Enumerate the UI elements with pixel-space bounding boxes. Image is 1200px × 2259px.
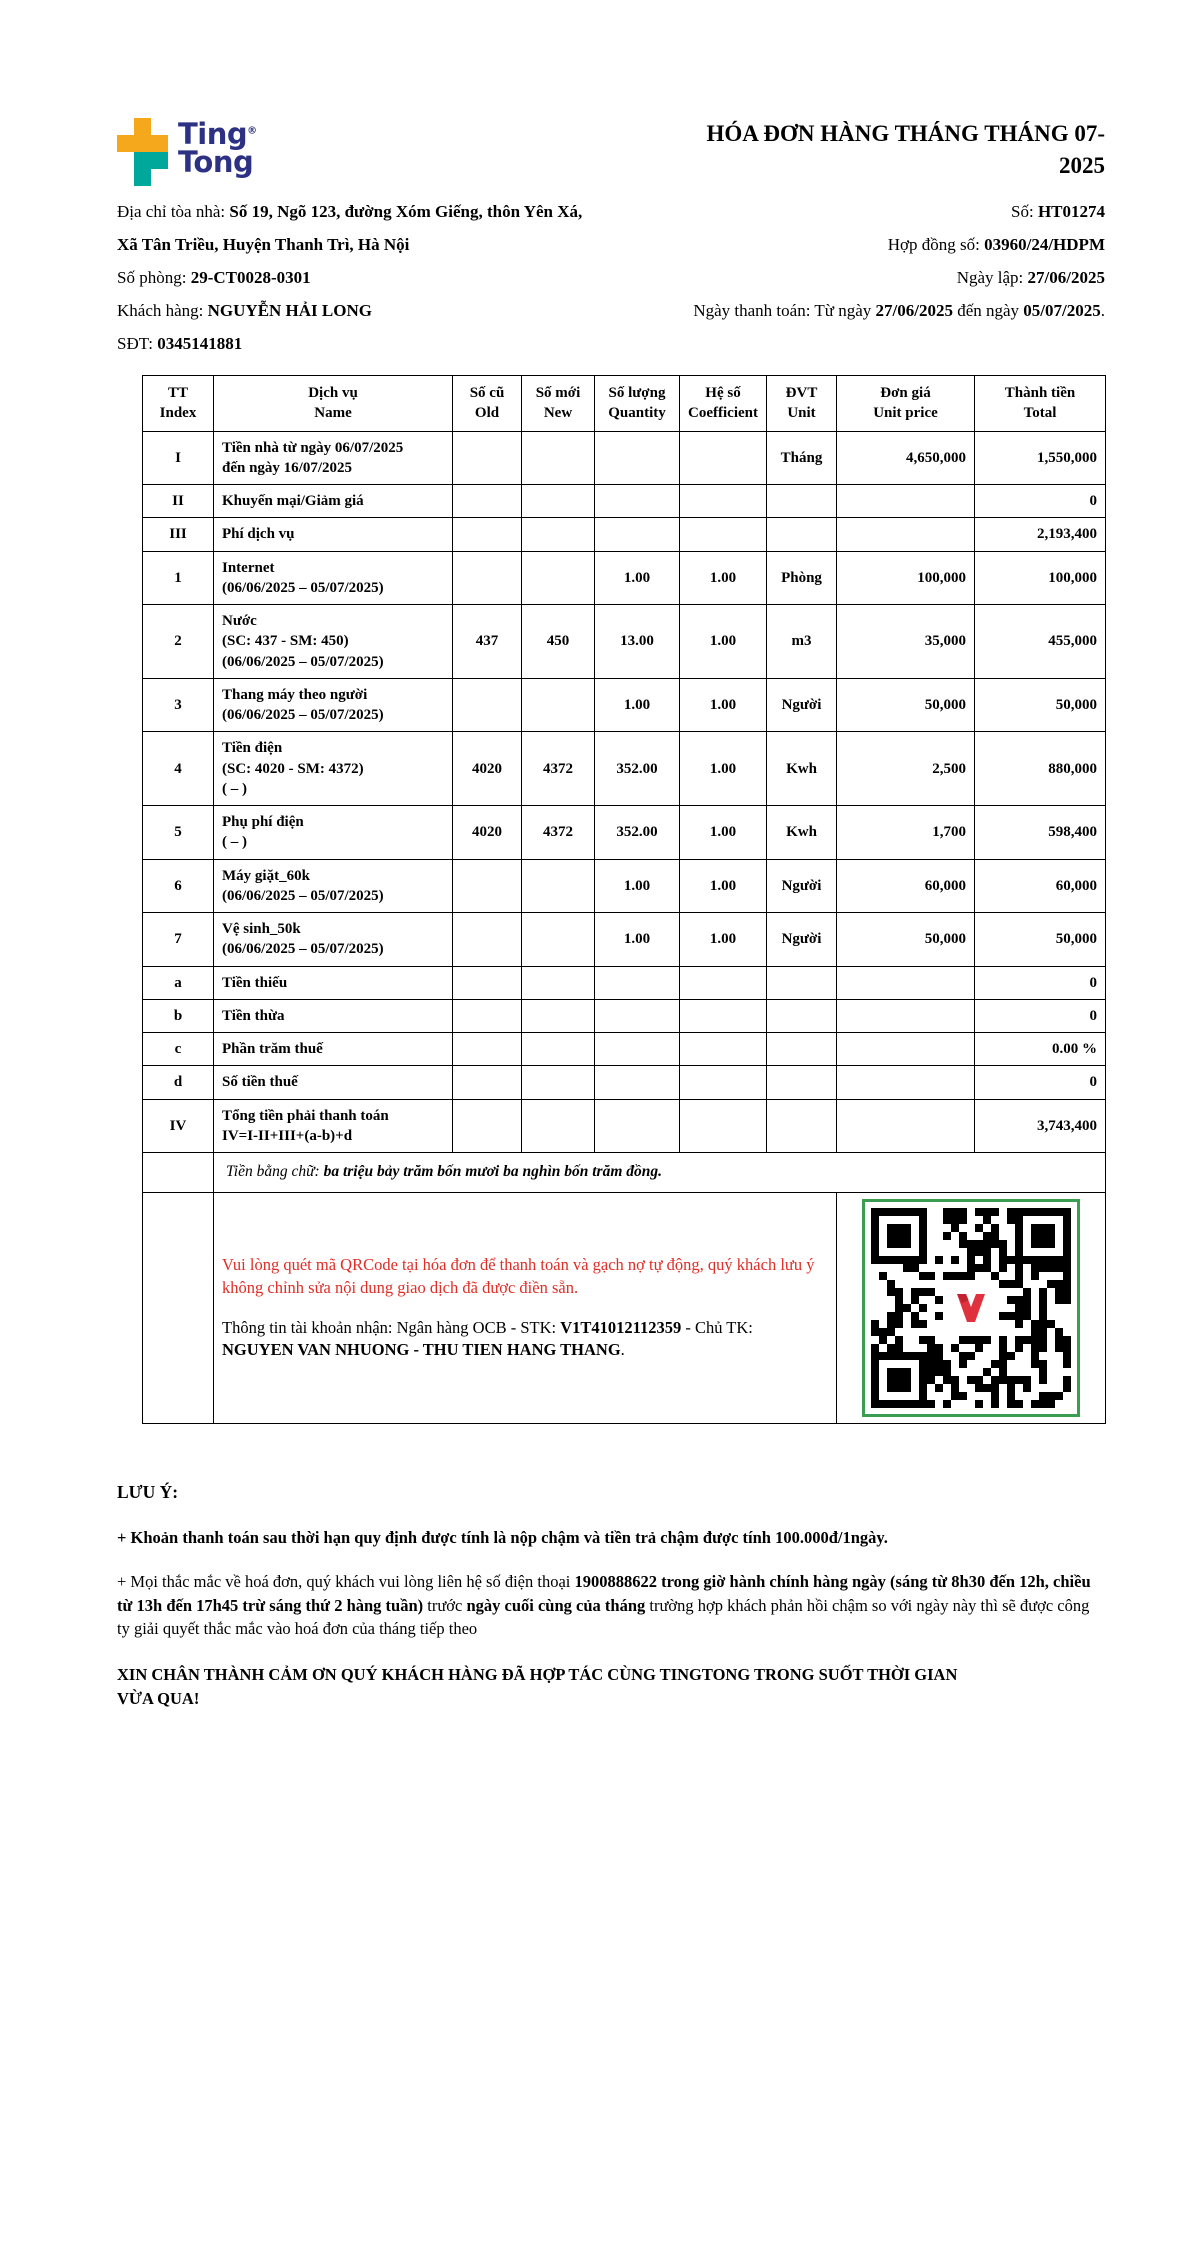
table-row (143, 999, 1106, 1032)
column-header: Số lượng Quantity (595, 376, 680, 432)
cell-unit-price: 50,000 (837, 678, 975, 732)
cell-unit-price (837, 1066, 975, 1099)
cell-total: 0.00 % (975, 1033, 1106, 1066)
table-row (143, 518, 1106, 551)
table-row (143, 1033, 1106, 1066)
qr-warning-note: Vui lòng quét mã QRCode tại hóa đơn để thanh toán và gạch nợ tự động, quý khách lưu ý không chỉnh sửa nội dung giao dịch đã được điền sẵn. (222, 1255, 815, 1297)
table-row (143, 966, 1106, 999)
cell-total: 50,000 (975, 913, 1106, 967)
cell-total: 455,000 (975, 605, 1106, 679)
cell-new-reading (522, 1099, 595, 1153)
cell-unit: Phòng (767, 551, 837, 605)
table-row (143, 732, 1106, 806)
building-address-line2: Xã Tân Triều, Huyện Thanh Trì, Hà Nội (117, 235, 410, 254)
column-header: Số cũ Old (453, 376, 522, 432)
cell-index: 3 (143, 678, 214, 732)
column-header: Số mới New (522, 376, 595, 432)
invoice-header (117, 118, 1105, 186)
cell-coefficient (680, 431, 767, 485)
payment-instructions (214, 1192, 837, 1423)
cell-old-reading (453, 966, 522, 999)
footer-notes (117, 1480, 1105, 1710)
cell-service-name: Phần trăm thuế (214, 1033, 453, 1066)
cell-quantity: 1.00 (595, 678, 680, 732)
column-header: TT Index (143, 376, 214, 432)
cell-unit: Kwh (767, 806, 837, 860)
cell-unit-price: 4,650,000 (837, 431, 975, 485)
cell-unit-price: 50,000 (837, 913, 975, 967)
tingtong-logo (117, 118, 257, 186)
cell-old-reading (453, 678, 522, 732)
cell-quantity (595, 1066, 680, 1099)
cell-old-reading (453, 551, 522, 605)
cell-total: 0 (975, 485, 1106, 518)
cell-coefficient (680, 1099, 767, 1153)
cell-total: 100,000 (975, 551, 1106, 605)
cell-total: 60,000 (975, 859, 1106, 913)
cell-index: d (143, 1066, 214, 1099)
cell-quantity (595, 1099, 680, 1153)
cell-old-reading (453, 999, 522, 1032)
hotline-note: + Mọi thắc mắc về hoá đơn, quý khách vui lòng liên hệ số điện thoại 1900888622 trong giờ hành chính hàng ngày (sáng từ 8h30 đến 12h, chiều từ 13h đến 17h45 trừ sáng thứ 2 hàng tuần) trước ngày cuối cùng của tháng trường hợp khách phản hồi chậm so với ngày này thì sẽ được công ty giải quyết thắc mắc vào hoá đơn của tháng tiếp theo (117, 1572, 1091, 1639)
cell-quantity: 1.00 (595, 551, 680, 605)
cell-service-name: Máy giặt_60k (06/06/2025 – 05/07/2025) (214, 859, 453, 913)
cell-new-reading: 450 (522, 605, 595, 679)
room-number: Số phòng: 29-CT0028-0301 (117, 268, 311, 287)
qr-code (862, 1199, 1080, 1417)
cell-unit (767, 518, 837, 551)
cell-quantity (595, 485, 680, 518)
cell-unit-price: 60,000 (837, 859, 975, 913)
cell-unit-price: 2,500 (837, 732, 975, 806)
cell-index: 4 (143, 732, 214, 806)
notes-heading: LƯU Ý: (117, 1481, 179, 1502)
customer-name: Khách hàng: NGUYỄN HẢI LONG (117, 301, 372, 320)
thank-you-note: XIN CHÂN THÀNH CẢM ƠN QUÝ KHÁCH HÀNG ĐÃ HỢP TÁC CÙNG TINGTONG TRONG SUỐT THỜI GIAN VỪA QUA! (117, 1665, 958, 1708)
cell-index: III (143, 518, 214, 551)
cell-unit-price: 35,000 (837, 605, 975, 679)
cell-total: 1,550,000 (975, 431, 1106, 485)
table-row (143, 551, 1106, 605)
customer-phone: SĐT: 0345141881 (117, 334, 243, 353)
cell-new-reading (522, 1066, 595, 1099)
cell-total: 0 (975, 999, 1106, 1032)
table-row (143, 1066, 1106, 1099)
cell-old-reading: 4020 (453, 806, 522, 860)
cell-unit-price (837, 1099, 975, 1153)
table-row (143, 806, 1106, 860)
cell-total: 0 (975, 966, 1106, 999)
cell-new-reading (522, 999, 595, 1032)
cell-coefficient: 1.00 (680, 806, 767, 860)
cell-old-reading (453, 1066, 522, 1099)
cell-quantity: 352.00 (595, 806, 680, 860)
issue-date: Ngày lập: 27/06/2025 (956, 268, 1105, 287)
cell-coefficient: 1.00 (680, 551, 767, 605)
cell-old-reading (453, 518, 522, 551)
cell-quantity: 1.00 (595, 859, 680, 913)
payment-period: Ngày thanh toán: Từ ngày 27/06/2025 đến ngày 05/07/2025. (693, 301, 1105, 320)
cell-old-reading: 4020 (453, 732, 522, 806)
cell-index: 7 (143, 913, 214, 967)
cell-total: 880,000 (975, 732, 1106, 806)
cell-unit (767, 1066, 837, 1099)
cell-total: 2,193,400 (975, 518, 1106, 551)
cell-unit: Người (767, 678, 837, 732)
table-row (143, 485, 1106, 518)
cell-service-name: Internet (06/06/2025 – 05/07/2025) (214, 551, 453, 605)
cell-new-reading (522, 551, 595, 605)
cell-quantity: 13.00 (595, 605, 680, 679)
amount-in-words-row (143, 1153, 1106, 1193)
table-header-row (143, 376, 1106, 432)
cell-service-name: Vệ sinh_50k (06/06/2025 – 05/07/2025) (214, 913, 453, 967)
cell-old-reading: 437 (453, 605, 522, 679)
cell-unit-price (837, 485, 975, 518)
cell-service-name: Khuyến mại/Giảm giá (214, 485, 453, 518)
qr-row (143, 1192, 1106, 1423)
column-header: ĐVT Unit (767, 376, 837, 432)
cell-new-reading: 4372 (522, 732, 595, 806)
cell-new-reading (522, 859, 595, 913)
invoice-info (117, 202, 1105, 367)
cell-coefficient (680, 1033, 767, 1066)
cell-old-reading (453, 913, 522, 967)
cell-service-name: Thang máy theo người (06/06/2025 – 05/07/2025) (214, 678, 453, 732)
invoice-number: Số: HT01274 (1011, 202, 1105, 221)
cell-unit (767, 1099, 837, 1153)
cell-unit (767, 1033, 837, 1066)
cell-coefficient: 1.00 (680, 859, 767, 913)
cell-service-name: Phí dịch vụ (214, 518, 453, 551)
tingtong-logo-icon (117, 118, 168, 186)
column-header: Thành tiền Total (975, 376, 1106, 432)
info-row-room (117, 268, 1105, 301)
cell-service-name: Tiền thiếu (214, 966, 453, 999)
cell-coefficient: 1.00 (680, 732, 767, 806)
cell-old-reading (453, 485, 522, 518)
cell-service-name: Số tiền thuế (214, 1066, 453, 1099)
table-row (143, 859, 1106, 913)
cell-unit-price (837, 999, 975, 1032)
late-payment-note: + Khoản thanh toán sau thời hạn quy định được tính là nộp chậm và tiền trả chậm được tính 100.000đ/1ngày. (117, 1527, 888, 1547)
table-row (143, 1099, 1106, 1153)
cell-index: 6 (143, 859, 214, 913)
cell-total: 50,000 (975, 678, 1106, 732)
cell-old-reading (453, 859, 522, 913)
info-row-phone (117, 334, 1105, 367)
info-row-address2 (117, 235, 1105, 268)
column-header: Hệ số Coefficient (680, 376, 767, 432)
cell-index: b (143, 999, 214, 1032)
amount-in-words: Tiền bằng chữ: ba triệu bảy trăm bốn mươi ba nghìn bốn trăm đồng. (214, 1153, 1106, 1193)
cell-quantity (595, 999, 680, 1032)
cell-index: I (143, 431, 214, 485)
cell-index: a (143, 966, 214, 999)
info-row-address (117, 202, 1105, 235)
cell-old-reading (453, 1033, 522, 1066)
cell-index: IV (143, 1099, 214, 1153)
cell-coefficient: 1.00 (680, 678, 767, 732)
info-row-customer (117, 301, 1105, 334)
cell-coefficient (680, 518, 767, 551)
cell-new-reading (522, 966, 595, 999)
cell-unit: Người (767, 859, 837, 913)
vietqr-heart-icon (948, 1287, 994, 1329)
table-row (143, 678, 1106, 732)
cell-unit-price (837, 966, 975, 999)
cell-index: 5 (143, 806, 214, 860)
cell-new-reading (522, 518, 595, 551)
cell-coefficient (680, 1066, 767, 1099)
cell-unit (767, 485, 837, 518)
cell-service-name: Tiền điện (SC: 4020 - SM: 4372) ( – ) (214, 732, 453, 806)
column-header: Đơn giá Unit price (837, 376, 975, 432)
cell-unit: Người (767, 913, 837, 967)
cell-unit (767, 999, 837, 1032)
cell-new-reading (522, 678, 595, 732)
cell-index: c (143, 1033, 214, 1066)
cell-coefficient (680, 999, 767, 1032)
cell-new-reading: 4372 (522, 806, 595, 860)
cell-unit: Tháng (767, 431, 837, 485)
cell-old-reading (453, 1099, 522, 1153)
cell-unit-price (837, 1033, 975, 1066)
cell-quantity (595, 518, 680, 551)
contract-number: Hợp đồng số: 03960/24/HDPM (887, 235, 1105, 254)
cell-unit: Kwh (767, 732, 837, 806)
cell-quantity: 1.00 (595, 913, 680, 967)
cell-total: 3,743,400 (975, 1099, 1106, 1153)
column-header: Dịch vụ Name (214, 376, 453, 432)
cell-service-name: Tiền nhà từ ngày 06/07/2025 đến ngày 16/07/2025 (214, 431, 453, 485)
cell-coefficient: 1.00 (680, 913, 767, 967)
cell-new-reading (522, 431, 595, 485)
cell-unit: m3 (767, 605, 837, 679)
cell-service-name: Nước (SC: 437 - SM: 450) (06/06/2025 – 05/07/2025) (214, 605, 453, 679)
cell-old-reading (453, 431, 522, 485)
cell-service-name: Tiền thừa (214, 999, 453, 1032)
cell-unit-price: 100,000 (837, 551, 975, 605)
cell-quantity (595, 431, 680, 485)
table-row (143, 431, 1106, 485)
page-title: HÓA ĐƠN HÀNG THÁNG THÁNG 07-2025 (706, 121, 1105, 179)
cell-index: 2 (143, 605, 214, 679)
cell-quantity (595, 966, 680, 999)
cell-unit-price (837, 518, 975, 551)
cell-total: 598,400 (975, 806, 1106, 860)
cell-quantity: 352.00 (595, 732, 680, 806)
cell-total: 0 (975, 1066, 1106, 1099)
cell-coefficient (680, 485, 767, 518)
cell-quantity (595, 1033, 680, 1066)
invoice-table (142, 375, 1106, 1424)
tingtong-logo-text: Ting® Tong (178, 117, 257, 180)
cell-unit-price: 1,700 (837, 806, 975, 860)
table-row (143, 913, 1106, 967)
cell-service-name: Tổng tiền phải thanh toán IV=I-II+III+(a-b)+d (214, 1099, 453, 1153)
cell-new-reading (522, 913, 595, 967)
cell-coefficient: 1.00 (680, 605, 767, 679)
cell-unit (767, 966, 837, 999)
cell-index: II (143, 485, 214, 518)
receiving-account-info: Thông tin tài khoản nhận: Ngân hàng OCB - STK: V1T41012112359 - Chủ TK: NGUYEN VAN NHUONG - THU TIEN HANG THANG. (222, 1317, 753, 1360)
cell-new-reading (522, 1033, 595, 1066)
table-row (143, 605, 1106, 679)
cell-index: 1 (143, 551, 214, 605)
cell-service-name: Phụ phí điện ( – ) (214, 806, 453, 860)
cell-new-reading (522, 485, 595, 518)
cell-coefficient (680, 966, 767, 999)
building-address-line1: Địa chỉ tòa nhà: Số 19, Ngõ 123, đường Xóm Giếng, thôn Yên Xá, (117, 202, 583, 221)
